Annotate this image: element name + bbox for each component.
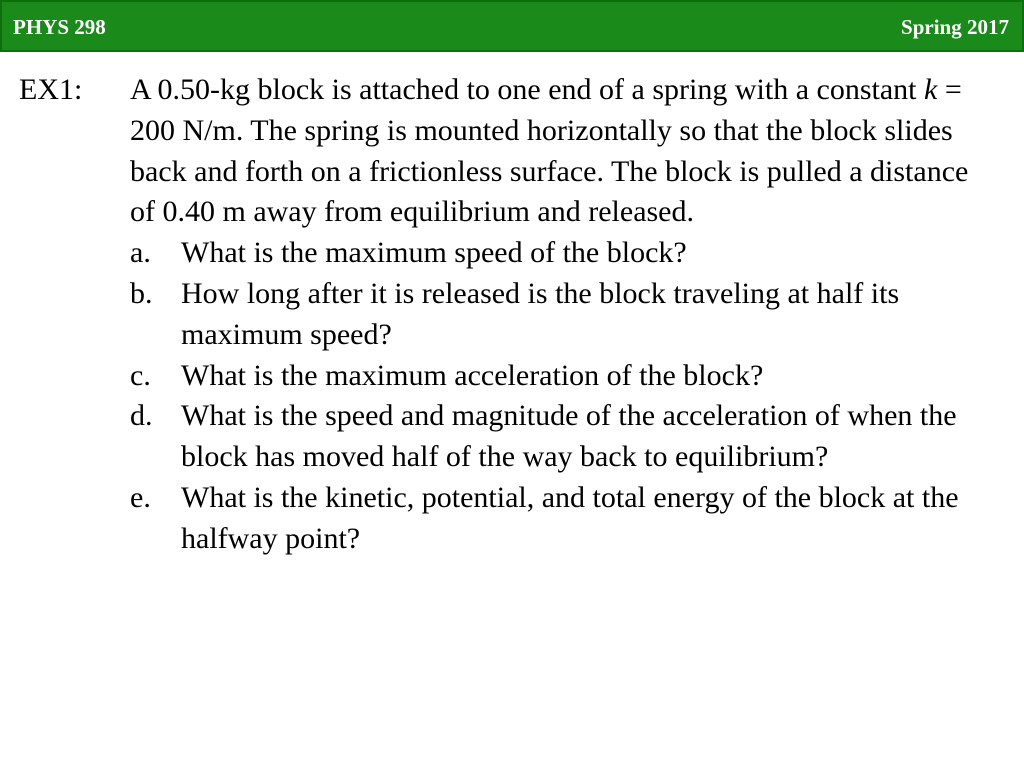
question-letter: e. [130,480,151,514]
term-label: Spring 2017 [901,15,1009,39]
statement-part-1: A 0.50-kg block is attached to one end of a spring with a constant [130,73,924,106]
spring-constant-variable: k [924,73,938,106]
question-letter: d. [130,399,153,433]
problem-body [130,70,990,560]
question-text: What is the maximum acceleration of the block? [181,358,764,392]
question-e [130,478,990,560]
question-text: What is the maximum speed of the block? [181,236,687,270]
question-letter: c. [130,358,151,392]
question-text: What is the kinetic, potential, and total energy of the block at the halfway point? [181,480,959,555]
question-text: What is the speed and magnitude of the acceleration of when the block has moved half of the way back to equilibrium? [181,399,957,474]
question-a [130,233,990,274]
question-text: How long after it is released is the block traveling at half its maximum speed? [181,276,900,351]
question-letter: b. [130,276,153,310]
problem-statement [130,70,990,233]
statement-part-2: = 200 N/m. The spring is mounted horizontally so that the block slides back and forth on a frictionless surface. The block is pulled a distance of 0.40 m away from equilibrium and released. [130,73,969,229]
course-code: PHYS 298 [13,15,106,39]
question-b [130,274,990,356]
question-letter: a. [130,236,151,270]
header-bar [0,0,1024,52]
example-label: EX1: [19,73,83,106]
question-d [130,396,990,478]
question-c [130,356,990,397]
